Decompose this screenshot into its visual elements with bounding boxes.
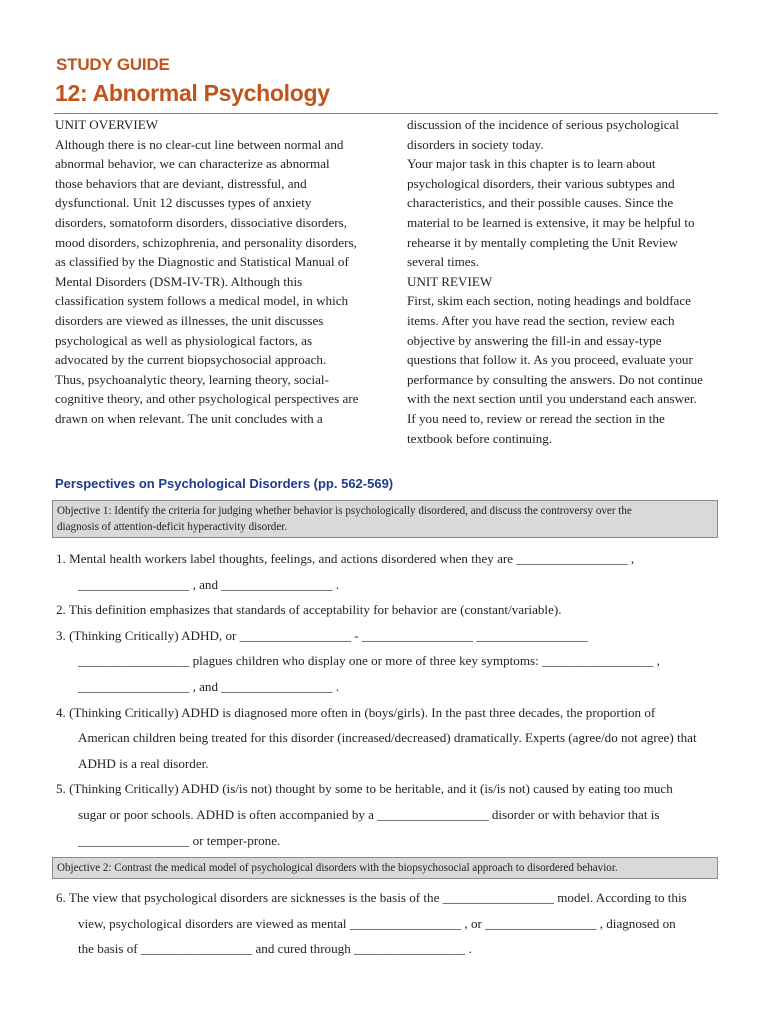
review-text-line: textbook before continuing. <box>407 430 553 446</box>
unit-overview-text <box>55 135 375 429</box>
overview-text-line: disorders are viewed as illnesses, the unit discusses <box>55 312 324 328</box>
question-item <box>56 776 726 853</box>
question-line: 6. The view that psychological disorders are sicknesses is the basis of the _________________ model. According to this <box>56 890 687 905</box>
section-heading: Perspectives on Psychological Disorders (pp. 562-569) <box>55 476 394 491</box>
question-item <box>56 885 726 962</box>
question-line: ADHD is a real disorder. <box>78 755 209 771</box>
chapter-title: 12: Abnormal Psychology <box>55 80 330 106</box>
review-text-line: with the next section until you understand each answer. <box>407 391 697 407</box>
overview-text-line: characteristics, and their possible causes. Since the <box>407 195 674 211</box>
question-line: _________________ , and _________________ . <box>78 576 340 592</box>
overview-text-line: cognitive theory, and other psychological perspectives are <box>55 391 359 407</box>
objective-1-box <box>52 500 718 538</box>
question-list-1 <box>56 546 726 853</box>
unit-overview-column <box>55 115 375 429</box>
unit-overview-heading: UNIT OVERVIEW <box>55 117 159 132</box>
question-line: _________________ or temper-prone. <box>78 832 281 848</box>
overview-text-line: advocated by the current biopsychosocial approach. <box>55 352 327 368</box>
header-divider <box>54 113 718 114</box>
question-item <box>56 597 726 623</box>
overview-text-line: dysfunctional. Unit 12 discusses types of anxiety <box>55 195 312 211</box>
overview-text-line: drawn on when relevant. The unit concludes with a <box>55 410 323 426</box>
overview-text-line: mood disorders, schizophrenia, and personality disorders, <box>55 234 357 250</box>
overview-text-line: psychological as well as physiological factors, as <box>55 332 313 348</box>
question-item <box>56 546 726 597</box>
right-column <box>407 115 732 448</box>
question-line: 1. Mental health workers label thoughts, feelings, and actions disordered when they are _________________ , <box>56 551 635 566</box>
overview-text-line: classification system follows a medical model, in which <box>55 293 349 309</box>
study-guide-label: STUDY GUIDE <box>56 55 170 74</box>
question-item <box>56 700 726 777</box>
overview-text-line: Thus, psychoanalytic theory, learning theory, social- <box>55 371 329 387</box>
overview-text-line: abnormal behavior, we can characterize as abnormal <box>55 156 330 172</box>
question-line: the basis of _________________ and cured through _________________ . <box>78 941 472 957</box>
overview-text-line: disorders in society today. <box>407 136 544 152</box>
question-line: 2. This definition emphasizes that standards of acceptability for behavior are (constant/variable). <box>56 602 562 618</box>
unit-review-text <box>407 291 732 448</box>
review-text-line: First, skim each section, noting headings and boldface <box>407 293 691 309</box>
unit-review-heading: UNIT REVIEW <box>407 273 493 289</box>
question-line: 4. (Thinking Critically) ADHD is diagnosed more often in (boys/girls). In the past three decades, the proportion of <box>56 704 656 720</box>
question-item <box>56 623 726 700</box>
question-line: 5. (Thinking Critically) ADHD (is/is not) thought by some to be heritable, and it (is/is not) caused by eating too much <box>56 781 673 797</box>
overview-text-line: discussion of the incidence of serious psychological <box>407 117 679 132</box>
overview-text-line: those behaviors that are deviant, distressful, and <box>55 175 307 191</box>
objective-1-line-2: diagnosis of attention-deficit hyperactivity disorder. <box>57 521 288 534</box>
overview-text-line: several times. <box>407 254 479 270</box>
question-line: American children being treated for this disorder (increased/decreased) dramatically. Experts (agree/do not agree) that <box>78 730 697 746</box>
question-line: _________________ plagues children who display one or more of three key symptoms: _________________ , <box>78 653 660 669</box>
objective-2-box <box>52 857 718 879</box>
overview-text-line: material to be learned is extensive, it may be helpful to <box>407 214 695 230</box>
question-line: view, psychological disorders are viewed as mental _________________ , or _________________ , diagnosed on <box>78 915 676 931</box>
review-text-line: questions that follow it. As you proceed, evaluate your <box>407 352 693 368</box>
question-line: _________________ , and _________________ . <box>78 678 340 694</box>
question-list-2 <box>56 885 726 962</box>
review-text-line: If you need to, review or reread the section in the <box>407 410 665 426</box>
overview-text-line: psychological disorders, their various subtypes and <box>407 175 675 191</box>
review-text-line: performance by consulting the answers. Do not continue <box>407 371 703 387</box>
question-line: sugar or poor schools. ADHD is often accompanied by a _________________ disorder or with behavior that is <box>78 806 660 822</box>
overview-text-line: rehearse it by mentally completing the Unit Review <box>407 234 678 250</box>
overview-text-line: as classified by the Diagnostic and Statistical Manual of <box>55 254 349 270</box>
objective-1-line-1: Objective 1: Identify the criteria for judging whether behavior is psychologically disordered, and discuss the controversy over the <box>57 505 632 517</box>
review-text-line: objective by answering the fill-in and essay-type <box>407 332 662 348</box>
overview-text-line: Although there is no clear-cut line between normal and <box>55 136 344 152</box>
overview-text-line: Your major task in this chapter is to learn about <box>407 156 656 172</box>
unit-overview-continued <box>407 115 732 272</box>
objective-2-text: Objective 2: Contrast the medical model of psychological disorders with the biopsychosocial approach to disordered behavior. <box>57 862 618 874</box>
overview-text-line: Mental Disorders (DSM-IV-TR). Although this <box>55 273 303 289</box>
question-line: 3. (Thinking Critically) ADHD, or _________________ - _________________ _________________ <box>56 627 588 643</box>
overview-text-line: disorders, somatoform disorders, dissociative disorders, <box>55 214 348 230</box>
review-text-line: items. After you have read the section, review each <box>407 312 675 328</box>
